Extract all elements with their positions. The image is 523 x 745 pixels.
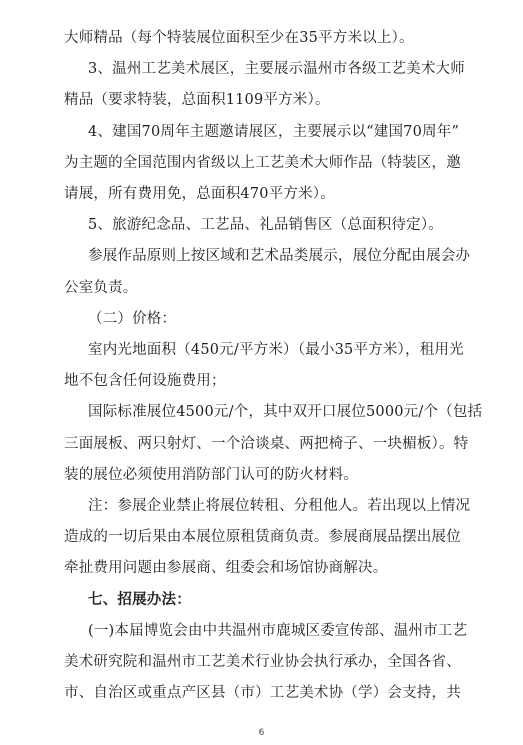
text-line: 国际标准展位4500元/个，其中双开口展位5000元/个（包括 — [88, 404, 483, 421]
page-number: 6 — [258, 728, 265, 738]
text-line: 牵扯费用问题由参展商、组委会和场馆协商解决。 — [64, 560, 388, 577]
text-line: 3、温州工艺美术展区，主要展示温州市各级工艺美术大师 — [88, 61, 465, 78]
section-heading: 七、招展办法： — [88, 590, 191, 608]
text-line: 造成的一切后果由本展位原租赁商负责。参展商展品摆出展位 — [64, 529, 461, 546]
text-line: 美术研究院和温州市工艺美术行业协会执行承办，全国各省、 — [64, 654, 461, 670]
text-line: 公室负责。 — [64, 279, 138, 296]
text-line: 室内光地面积（450元/平方米）（最小35平方米），租用光 — [88, 342, 464, 358]
text-line: 请展，所有费用免，总面积470平方米）。 — [64, 186, 335, 202]
text-line: 5、旅游纪念品、工艺品、礼品销售区（总面积待定）。 — [88, 217, 443, 234]
text-line: 三面展板、两只射灯、一个洽谈桌、两把椅子、一块楣板）。特 — [64, 435, 469, 452]
text-line: (一)本届博览会由中共温州市鹿城区委宣传部、温州市工艺 — [88, 622, 468, 639]
text-line: 大师精品（每个特装展位面积至少在35平方米以上）。 — [64, 30, 414, 46]
text-line: 参展作品原则上按区域和艺术品类展示，展位分配由展会办 — [88, 248, 471, 265]
text-line: 为主题的全国范围内省级以上工艺美术大师作品（特装区，邀 — [64, 154, 461, 171]
text-line: 装的展位必须使用消防部门认可的防火材料。 — [64, 466, 358, 483]
text-line: 精品（要求特装，总面积1109平方米）。 — [64, 92, 330, 109]
text-line: 4、建国70周年主题邀请展区，主要展示以“建国70周年” — [88, 123, 460, 140]
text-line: 市、自治区或重点产区县（市）工艺美术协（学）会支持，共 — [64, 685, 461, 702]
section-heading: （二）价格： — [88, 310, 177, 327]
text-line: 注：参展企业禁止将展位转租、分租他人。若出现以上情况 — [88, 498, 471, 514]
text-line: 地不包含任何设施费用； — [64, 373, 226, 390]
